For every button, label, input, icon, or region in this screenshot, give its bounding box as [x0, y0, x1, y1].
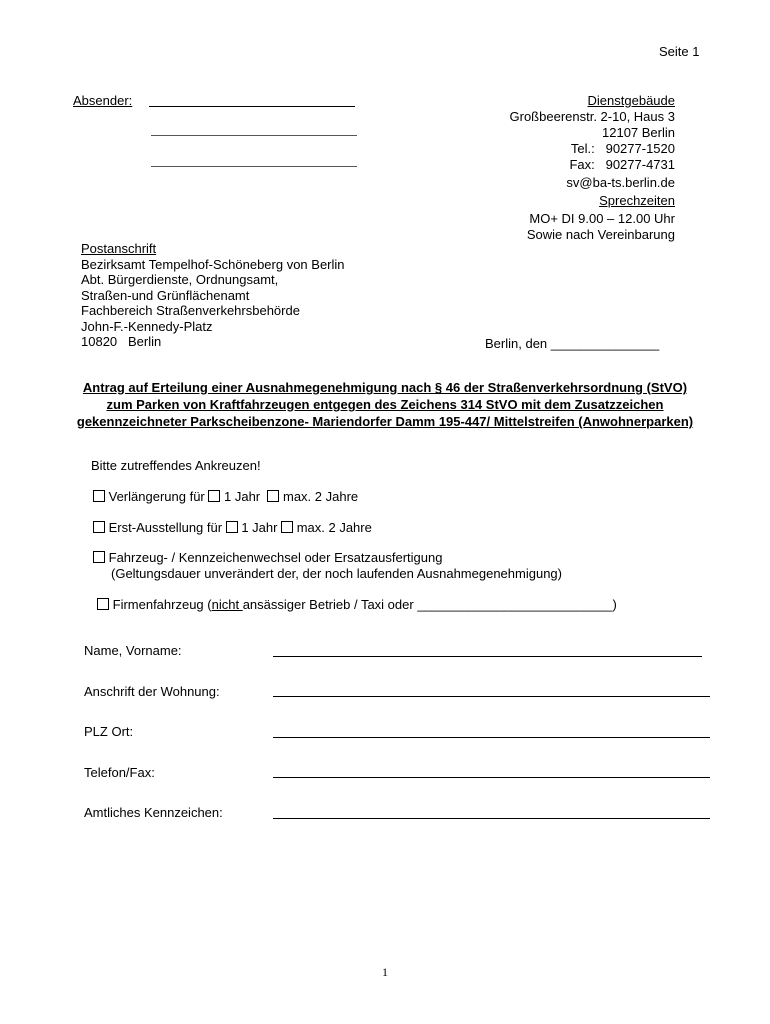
vehicle-change-label: Fahrzeug- / Kennzeichenwechsel oder Ersatzausfertigung — [108, 550, 443, 565]
postal-heading: Postanschrift — [81, 241, 157, 256]
first-issue-max-two-label: max. 2 Jahre — [296, 520, 372, 535]
office-city: 12107 Berlin — [602, 125, 675, 140]
first-issue-one-year-checkbox[interactable] — [226, 521, 238, 533]
phone-fax-input-line[interactable] — [273, 777, 710, 778]
company-suffix[interactable]: ansässiger Betrieb / Taxi oder ___________________________) — [242, 597, 617, 612]
date-line[interactable]: Berlin, den _______________ — [485, 336, 660, 351]
postcode-city-input-line[interactable] — [273, 737, 710, 738]
office-hours: MO+ DI 9.00 – 12.00 Uhr — [529, 211, 675, 226]
form-title: Antrag auf Erteilung einer Ausnahmegenehmigung nach § 46 der Straßenverkehrsordnung (StVO) zum Parken von Kraftfahrzeugen entgegen des Zeichens 314 StVO mit dem Zusatzzeichen gekennzeichneter Parkscheibenzone- Mariendorfer Damm 195-447/ Mittelstreifen (Anwohnerparken) — [76, 380, 694, 429]
sender-line-3[interactable] — [151, 166, 357, 167]
extension-label: Verlängerung für — [108, 489, 205, 504]
sender-line-2[interactable] — [151, 135, 357, 136]
sender-label: Absender: — [73, 93, 133, 108]
postal-block — [81, 241, 345, 350]
postcode-city-label: PLZ Ort: — [84, 724, 134, 739]
office-hours-heading: Sprechzeiten — [599, 193, 675, 208]
first-issue-checkbox[interactable] — [93, 521, 105, 533]
office-heading: Dienstgebäude — [587, 93, 675, 108]
sender-line-1[interactable] — [149, 106, 355, 107]
postal-line: Straßen-und Grünflächenamt — [81, 287, 250, 303]
extension-one-year-label: 1 Jahr — [224, 489, 261, 504]
license-plate-label: Amtliches Kennzeichen: — [84, 805, 223, 820]
postal-line: John-F.-Kennedy-Platz — [81, 318, 213, 334]
extension-max-two-checkbox[interactable] — [267, 490, 279, 502]
option-vehicle-change — [93, 550, 562, 582]
postal-line: 10820 Berlin — [81, 334, 162, 349]
page-label: Seite 1 — [659, 44, 700, 59]
name-label: Name, Vorname: — [84, 643, 182, 658]
office-block — [510, 93, 675, 243]
footer-page-number: 1 — [382, 965, 388, 979]
office-tel: Tel.: 90277-1520 — [570, 141, 675, 156]
address-label: Anschrift der Wohnung: — [84, 684, 220, 699]
office-street: Großbeerenstr. 2-10, Haus 3 — [509, 109, 675, 124]
first-issue-one-year-label: 1 Jahr — [241, 520, 278, 535]
instruction-text: Bitte zutreffendes Ankreuzen! — [91, 458, 261, 473]
company-prefix: Firmenfahrzeug ( — [112, 597, 212, 612]
option-first-issue — [93, 520, 372, 535]
name-input-line[interactable] — [273, 656, 702, 657]
extension-one-year-checkbox[interactable] — [208, 490, 220, 502]
office-fax: Fax: 90277-4731 — [569, 157, 675, 172]
vehicle-change-note: (Geltungsdauer unverändert der, der noch laufenden Ausnahmegenehmigung) — [111, 566, 562, 581]
postal-line: Fachbereich Straßenverkehrsbehörde — [81, 303, 300, 318]
office-email: sv@ba-ts.berlin.de — [566, 175, 675, 190]
first-issue-label: Erst-Ausstellung für — [108, 520, 223, 535]
first-issue-max-two-checkbox[interactable] — [281, 521, 293, 533]
license-plate-input-line[interactable] — [273, 818, 710, 819]
postal-line: Abt. Bürgerdienste, Ordnungsamt, — [81, 272, 279, 287]
option-company — [97, 597, 617, 612]
vehicle-change-checkbox[interactable] — [93, 551, 105, 563]
address-input-line[interactable] — [273, 696, 710, 697]
company-checkbox[interactable] — [97, 598, 109, 610]
company-emphasis: nicht — [211, 597, 243, 612]
office-hours-extra: Sowie nach Vereinbarung — [526, 227, 675, 242]
option-extension — [93, 489, 358, 504]
postal-line: Bezirksamt Tempelhof-Schöneberg von Berlin — [81, 256, 345, 272]
extension-max-two-label: max. 2 Jahre — [283, 489, 359, 504]
extension-checkbox[interactable] — [93, 490, 105, 502]
phone-fax-label: Telefon/Fax: — [84, 765, 155, 780]
